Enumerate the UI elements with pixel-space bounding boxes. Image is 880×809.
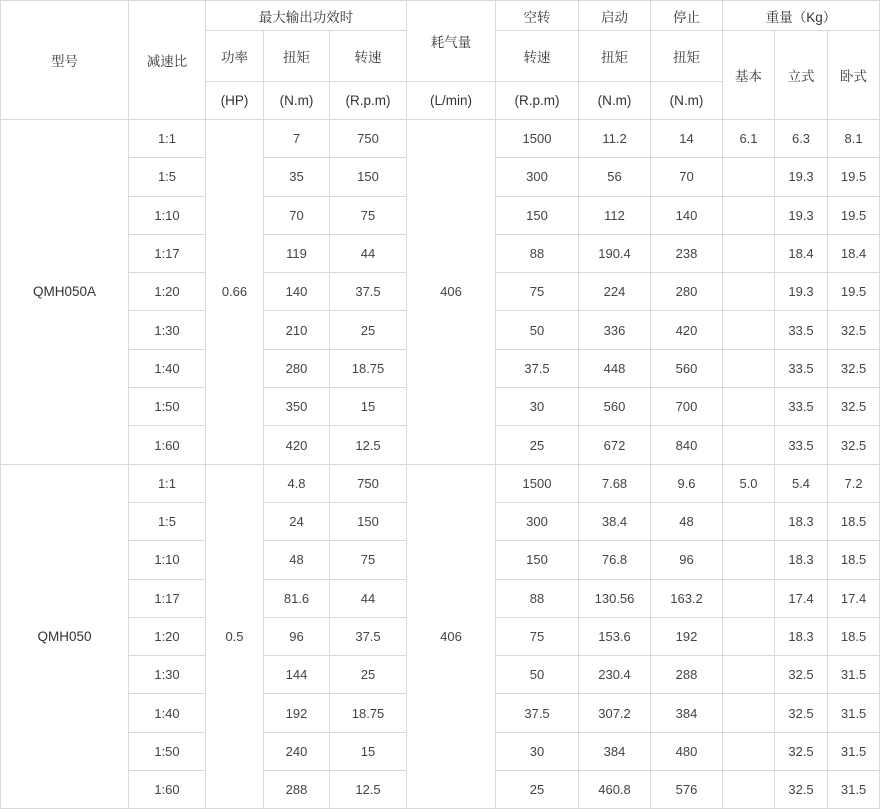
cell-ratio: 1:10 xyxy=(129,541,206,579)
cell-air-consumption: 406 xyxy=(407,120,496,465)
cell-weight-horizontal: 8.1 xyxy=(828,120,880,158)
header-start-torque-unit: (N.m) xyxy=(579,82,651,120)
cell-stop-torque: 48 xyxy=(651,502,723,540)
cell-stop-torque: 700 xyxy=(651,388,723,426)
cell-weight-vertical: 18.3 xyxy=(775,617,828,655)
cell-free-speed: 30 xyxy=(496,388,579,426)
cell-start-torque: 384 xyxy=(579,732,651,770)
cell-start-torque: 76.8 xyxy=(579,541,651,579)
cell-weight-vertical: 18.3 xyxy=(775,502,828,540)
cell-speed: 150 xyxy=(330,502,407,540)
cell-speed: 44 xyxy=(330,234,407,272)
cell-weight-vertical: 32.5 xyxy=(775,771,828,809)
cell-weight-horizontal: 18.5 xyxy=(828,541,880,579)
header-free-speed-sub: 转速 xyxy=(496,31,579,82)
cell-ratio: 1:30 xyxy=(129,656,206,694)
cell-weight-vertical: 33.5 xyxy=(775,349,828,387)
cell-speed: 750 xyxy=(330,464,407,502)
cell-free-speed: 300 xyxy=(496,502,579,540)
cell-weight-basic xyxy=(723,502,775,540)
table-header xyxy=(1,1,880,120)
cell-speed: 37.5 xyxy=(330,273,407,311)
cell-weight-basic xyxy=(723,158,775,196)
cell-torque: 240 xyxy=(264,732,330,770)
header-stop-torque-sub: 扭矩 xyxy=(651,31,723,82)
cell-weight-horizontal: 32.5 xyxy=(828,426,880,464)
cell-ratio: 1:30 xyxy=(129,311,206,349)
header-torque: 扭矩 xyxy=(264,31,330,82)
cell-start-torque: 190.4 xyxy=(579,234,651,272)
cell-weight-basic xyxy=(723,426,775,464)
cell-free-speed: 75 xyxy=(496,617,579,655)
cell-ratio: 1:60 xyxy=(129,771,206,809)
header-stop-torque-title: 停止 xyxy=(651,1,723,31)
cell-power: 0.66 xyxy=(206,120,264,465)
cell-weight-basic: 5.0 xyxy=(723,464,775,502)
cell-weight-vertical: 32.5 xyxy=(775,732,828,770)
cell-weight-horizontal: 18.5 xyxy=(828,617,880,655)
cell-weight-vertical: 19.3 xyxy=(775,273,828,311)
cell-free-speed: 37.5 xyxy=(496,694,579,732)
cell-weight-horizontal: 17.4 xyxy=(828,579,880,617)
cell-power: 0.5 xyxy=(206,464,264,809)
cell-stop-torque: 280 xyxy=(651,273,723,311)
cell-torque: 24 xyxy=(264,502,330,540)
cell-speed: 12.5 xyxy=(330,426,407,464)
cell-free-speed: 50 xyxy=(496,311,579,349)
header-weight-vertical: 立式 xyxy=(775,31,828,120)
table-body xyxy=(1,120,880,809)
cell-ratio: 1:50 xyxy=(129,732,206,770)
cell-weight-horizontal: 18.4 xyxy=(828,234,880,272)
header-power-unit: (HP) xyxy=(206,82,264,120)
header-free-speed-unit: (R.p.m) xyxy=(496,82,579,120)
cell-free-speed: 1500 xyxy=(496,464,579,502)
cell-torque: 140 xyxy=(264,273,330,311)
cell-weight-basic xyxy=(723,617,775,655)
header-speed: 转速 xyxy=(330,31,407,82)
cell-weight-vertical: 33.5 xyxy=(775,426,828,464)
cell-speed: 25 xyxy=(330,656,407,694)
cell-free-speed: 25 xyxy=(496,771,579,809)
cell-ratio: 1:17 xyxy=(129,234,206,272)
cell-speed: 44 xyxy=(330,579,407,617)
cell-torque: 7 xyxy=(264,120,330,158)
cell-start-torque: 460.8 xyxy=(579,771,651,809)
cell-speed: 18.75 xyxy=(330,349,407,387)
cell-weight-horizontal: 32.5 xyxy=(828,311,880,349)
cell-speed: 150 xyxy=(330,158,407,196)
cell-torque: 350 xyxy=(264,388,330,426)
header-torque-unit: (N.m) xyxy=(264,82,330,120)
cell-stop-torque: 238 xyxy=(651,234,723,272)
cell-start-torque: 672 xyxy=(579,426,651,464)
cell-stop-torque: 384 xyxy=(651,694,723,732)
cell-weight-vertical: 17.4 xyxy=(775,579,828,617)
cell-torque: 144 xyxy=(264,656,330,694)
cell-model: QMH050A xyxy=(1,120,129,465)
cell-weight-vertical: 18.4 xyxy=(775,234,828,272)
cell-free-speed: 25 xyxy=(496,426,579,464)
cell-free-speed: 150 xyxy=(496,196,579,234)
cell-weight-horizontal: 31.5 xyxy=(828,656,880,694)
cell-weight-basic: 6.1 xyxy=(723,120,775,158)
cell-torque: 48 xyxy=(264,541,330,579)
cell-start-torque: 11.2 xyxy=(579,120,651,158)
table-row xyxy=(1,120,880,158)
cell-free-speed: 150 xyxy=(496,541,579,579)
cell-torque: 35 xyxy=(264,158,330,196)
cell-free-speed: 37.5 xyxy=(496,349,579,387)
header-weight-basic: 基本 xyxy=(723,31,775,120)
cell-stop-torque: 70 xyxy=(651,158,723,196)
cell-torque: 4.8 xyxy=(264,464,330,502)
cell-weight-basic xyxy=(723,234,775,272)
cell-model: QMH050 xyxy=(1,464,129,809)
cell-weight-basic xyxy=(723,311,775,349)
header-weight-horizontal: 卧式 xyxy=(828,31,880,120)
cell-stop-torque: 14 xyxy=(651,120,723,158)
header-speed-unit: (R.p.m) xyxy=(330,82,407,120)
cell-weight-basic xyxy=(723,732,775,770)
cell-stop-torque: 288 xyxy=(651,656,723,694)
cell-stop-torque: 163.2 xyxy=(651,579,723,617)
cell-weight-horizontal: 7.2 xyxy=(828,464,880,502)
cell-weight-horizontal: 18.5 xyxy=(828,502,880,540)
cell-weight-horizontal: 31.5 xyxy=(828,771,880,809)
cell-weight-vertical: 18.3 xyxy=(775,541,828,579)
cell-stop-torque: 9.6 xyxy=(651,464,723,502)
cell-stop-torque: 192 xyxy=(651,617,723,655)
cell-weight-horizontal: 31.5 xyxy=(828,694,880,732)
cell-torque: 288 xyxy=(264,771,330,809)
cell-weight-horizontal: 32.5 xyxy=(828,349,880,387)
cell-weight-basic xyxy=(723,579,775,617)
cell-ratio: 1:5 xyxy=(129,502,206,540)
cell-weight-vertical: 19.3 xyxy=(775,196,828,234)
cell-air-consumption: 406 xyxy=(407,464,496,809)
cell-stop-torque: 480 xyxy=(651,732,723,770)
cell-speed: 750 xyxy=(330,120,407,158)
header-start-torque-title: 启动 xyxy=(579,1,651,31)
cell-torque: 280 xyxy=(264,349,330,387)
cell-weight-horizontal: 19.5 xyxy=(828,158,880,196)
cell-start-torque: 112 xyxy=(579,196,651,234)
cell-weight-vertical: 32.5 xyxy=(775,656,828,694)
cell-weight-vertical: 5.4 xyxy=(775,464,828,502)
header-air-consumption-unit: (L/min) xyxy=(407,82,496,120)
cell-stop-torque: 96 xyxy=(651,541,723,579)
header-row-1 xyxy=(1,1,880,31)
cell-start-torque: 153.6 xyxy=(579,617,651,655)
cell-speed: 37.5 xyxy=(330,617,407,655)
cell-ratio: 1:5 xyxy=(129,158,206,196)
cell-ratio: 1:60 xyxy=(129,426,206,464)
cell-weight-vertical: 19.3 xyxy=(775,158,828,196)
cell-free-speed: 50 xyxy=(496,656,579,694)
cell-speed: 18.75 xyxy=(330,694,407,732)
cell-ratio: 1:1 xyxy=(129,464,206,502)
cell-start-torque: 336 xyxy=(579,311,651,349)
header-air-consumption: 耗气量 xyxy=(407,1,496,82)
cell-speed: 25 xyxy=(330,311,407,349)
cell-start-torque: 230.4 xyxy=(579,656,651,694)
cell-weight-vertical: 32.5 xyxy=(775,694,828,732)
cell-free-speed: 1500 xyxy=(496,120,579,158)
cell-speed: 15 xyxy=(330,388,407,426)
cell-weight-basic xyxy=(723,771,775,809)
cell-ratio: 1:50 xyxy=(129,388,206,426)
header-stop-torque-unit: (N.m) xyxy=(651,82,723,120)
header-max-output-group: 最大输出功效时 xyxy=(206,1,407,31)
cell-stop-torque: 576 xyxy=(651,771,723,809)
cell-start-torque: 7.68 xyxy=(579,464,651,502)
cell-torque: 96 xyxy=(264,617,330,655)
cell-weight-basic xyxy=(723,541,775,579)
cell-ratio: 1:17 xyxy=(129,579,206,617)
cell-speed: 12.5 xyxy=(330,771,407,809)
cell-start-torque: 130.56 xyxy=(579,579,651,617)
cell-weight-vertical: 33.5 xyxy=(775,311,828,349)
cell-ratio: 1:40 xyxy=(129,349,206,387)
cell-speed: 75 xyxy=(330,541,407,579)
cell-weight-horizontal: 19.5 xyxy=(828,196,880,234)
cell-ratio: 1:20 xyxy=(129,617,206,655)
cell-weight-basic xyxy=(723,196,775,234)
cell-free-speed: 300 xyxy=(496,158,579,196)
cell-start-torque: 224 xyxy=(579,273,651,311)
cell-free-speed: 30 xyxy=(496,732,579,770)
table-row xyxy=(1,464,880,502)
cell-weight-vertical: 6.3 xyxy=(775,120,828,158)
cell-start-torque: 448 xyxy=(579,349,651,387)
cell-weight-basic xyxy=(723,349,775,387)
cell-torque: 81.6 xyxy=(264,579,330,617)
cell-stop-torque: 420 xyxy=(651,311,723,349)
cell-stop-torque: 840 xyxy=(651,426,723,464)
cell-torque: 70 xyxy=(264,196,330,234)
cell-weight-basic xyxy=(723,388,775,426)
cell-weight-basic xyxy=(723,694,775,732)
cell-weight-basic xyxy=(723,656,775,694)
cell-speed: 75 xyxy=(330,196,407,234)
header-weight-group: 重量（Kg） xyxy=(723,1,880,31)
header-power: 功率 xyxy=(206,31,264,82)
cell-start-torque: 560 xyxy=(579,388,651,426)
cell-weight-horizontal: 31.5 xyxy=(828,732,880,770)
cell-weight-horizontal: 32.5 xyxy=(828,388,880,426)
cell-weight-vertical: 33.5 xyxy=(775,388,828,426)
cell-start-torque: 307.2 xyxy=(579,694,651,732)
cell-start-torque: 38.4 xyxy=(579,502,651,540)
cell-ratio: 1:10 xyxy=(129,196,206,234)
header-free-speed-title: 空转 xyxy=(496,1,579,31)
cell-ratio: 1:40 xyxy=(129,694,206,732)
cell-ratio: 1:1 xyxy=(129,120,206,158)
header-start-torque-sub: 扭矩 xyxy=(579,31,651,82)
cell-torque: 210 xyxy=(264,311,330,349)
cell-ratio: 1:20 xyxy=(129,273,206,311)
cell-stop-torque: 140 xyxy=(651,196,723,234)
cell-free-speed: 75 xyxy=(496,273,579,311)
cell-weight-basic xyxy=(723,273,775,311)
header-model: 型号 xyxy=(1,1,129,120)
cell-free-speed: 88 xyxy=(496,234,579,272)
cell-torque: 192 xyxy=(264,694,330,732)
cell-start-torque: 56 xyxy=(579,158,651,196)
cell-stop-torque: 560 xyxy=(651,349,723,387)
cell-free-speed: 88 xyxy=(496,579,579,617)
header-ratio: 减速比 xyxy=(129,1,206,120)
cell-weight-horizontal: 19.5 xyxy=(828,273,880,311)
cell-torque: 119 xyxy=(264,234,330,272)
cell-torque: 420 xyxy=(264,426,330,464)
cell-speed: 15 xyxy=(330,732,407,770)
